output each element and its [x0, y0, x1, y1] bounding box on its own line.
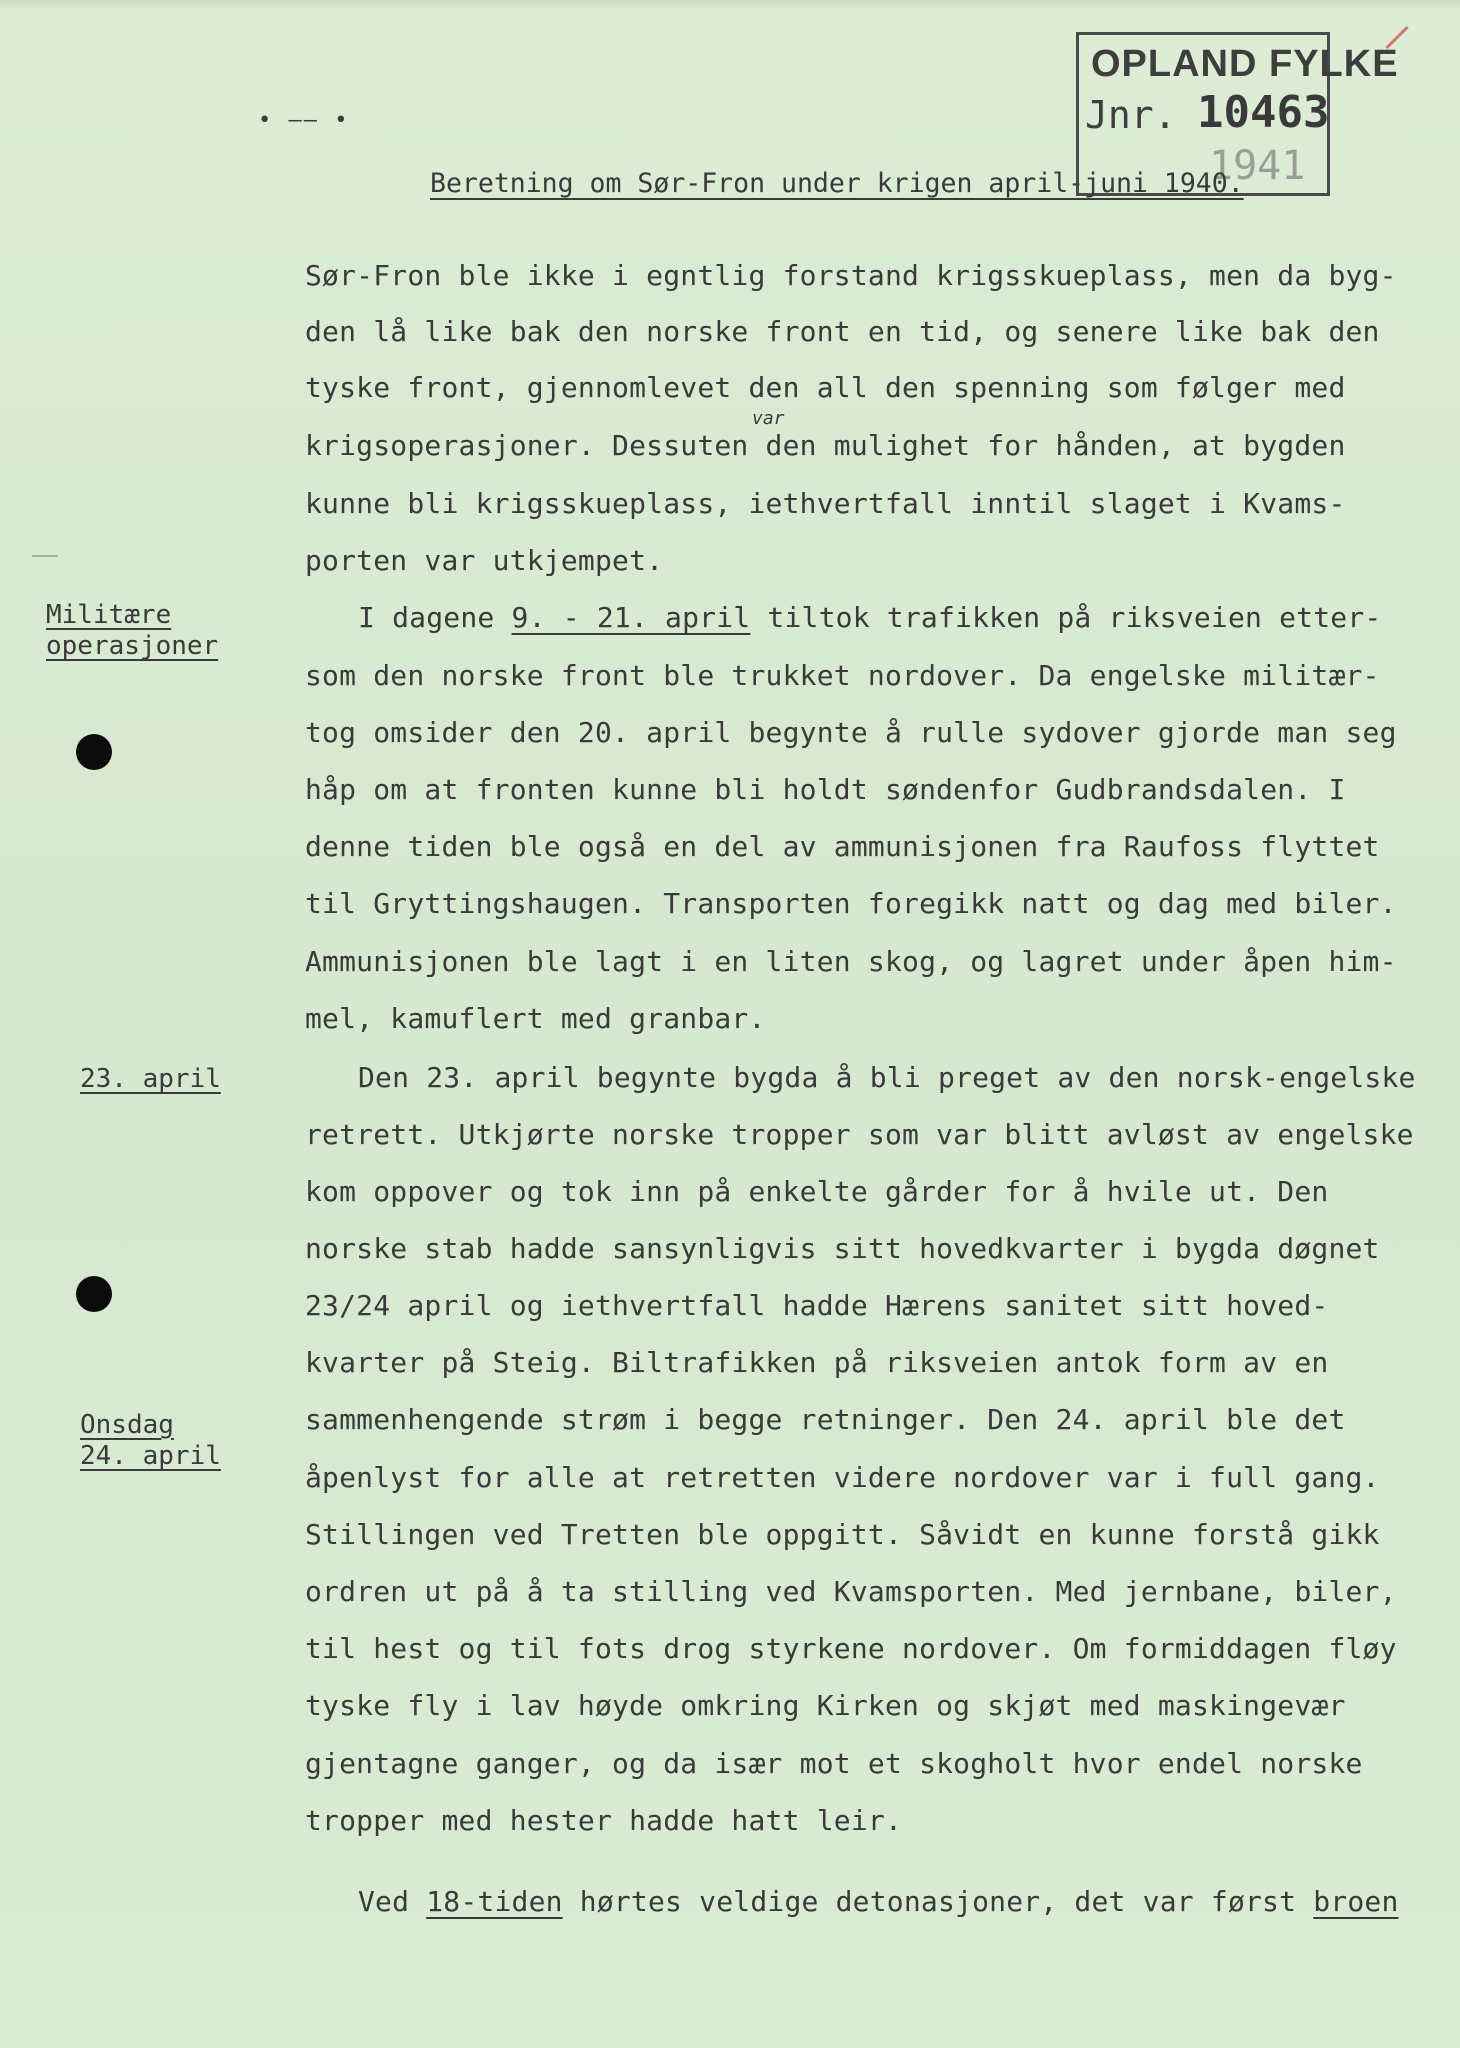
text-line: retrett. Utkjørte norske tropper som var blitt avløst av engelske — [305, 1118, 1414, 1151]
text-line: åpenlyst for alle at retretten videre nordover var i full gang. — [305, 1461, 1380, 1494]
text-line: som den norske front ble trukket nordover. Da engelske militær- — [305, 659, 1380, 692]
text-line: ordren ut på å ta stilling ved Kvamsporten. Med jernbane, biler, — [305, 1575, 1397, 1608]
text-line — [358, 601, 1382, 634]
text-line: håp om at fronten kunne bli holdt søndenfor Gudbrandsdalen. I — [305, 773, 1346, 806]
stamp-number: 10463 — [1197, 87, 1330, 138]
margin-note-line: 23. april — [80, 1064, 221, 1094]
document-title: Beretning om Sør-Fron under krigen april-juni 1940. — [430, 168, 1244, 199]
text-line: kunne bli krigsskueplass, iethvertfall inntil slaget i Kvams- — [305, 487, 1346, 520]
text-line: gjentagne ganger, og da især mot et skogholt hvor endel norske — [305, 1747, 1363, 1780]
text-line: porten var utkjempet. — [305, 544, 664, 577]
text-line: tyske fly i lav høyde omkring Kirken og skjøt med maskingevær — [305, 1689, 1346, 1722]
margin-note-military — [46, 600, 218, 662]
stamp-jnr-label: Jnr. — [1085, 93, 1177, 137]
text-line: kom oppover og tok inn på enkelte gårder for å hvile ut. Den — [305, 1175, 1329, 1208]
underlined-date: 9. - 21. april — [511, 601, 751, 634]
text-line: til hest og til fots drog styrkene nordover. Om formiddagen fløy — [305, 1632, 1397, 1665]
margin-note-onsdag — [80, 1410, 221, 1472]
text-segment: I dagene — [358, 601, 512, 634]
text-line: denne tiden ble også en del av ammunisjonen fra Raufoss flyttet — [305, 830, 1380, 863]
header-mark: • —— • — [258, 108, 350, 133]
text-line: til Gryttingshaugen. Transporten foregikk natt og dag med biler. — [305, 887, 1397, 920]
text-segment: Ved — [358, 1885, 427, 1918]
text-line: 23/24 april og iethvertfall hadde Hærens sanitet sitt hoved- — [305, 1289, 1329, 1322]
text-line: Den 23. april begynte bygda å bli preget av den norsk-engelske — [358, 1061, 1416, 1094]
text-line: tog omsider den 20. april begynte å rulle sydover gjorde man seg — [305, 716, 1397, 749]
margin-tick — [32, 555, 58, 557]
text-line: den lå like bak den norske front en tid, og senere like bak den — [305, 315, 1380, 348]
text-line: sammenhengende strøm i begge retninger. Den 24. april ble det — [305, 1403, 1346, 1436]
margin-note-april23 — [80, 1064, 221, 1095]
underlined-word: broen — [1313, 1885, 1399, 1918]
text-line: Ammunisjonen ble lagt i en liten skog, og lagret under åpen him- — [305, 945, 1397, 978]
underlined-time: 18-tiden — [426, 1885, 563, 1918]
margin-note-line: Onsdag — [80, 1410, 174, 1440]
text-line: kvarter på Steig. Biltrafikken på riksveien antok form av en — [305, 1346, 1329, 1379]
stamp-year: 1941 — [1209, 143, 1306, 189]
handwritten-insertion: var — [752, 408, 785, 429]
margin-note-line: operasjoner — [46, 631, 219, 662]
text-line: tyske front, gjennomlevet den all den spenning som følger med — [305, 371, 1346, 404]
text-line: Stillingen ved Tretten ble oppgitt. Såvidt en kunne forstå gikk — [305, 1518, 1380, 1551]
text-line: norske stab hadde sansynligvis sitt hovedkvarter i bygda døgnet — [305, 1232, 1380, 1265]
punch-hole — [76, 734, 112, 770]
text-segment: tiltok trafikken på riksveien etter- — [750, 601, 1382, 634]
punch-hole — [76, 1276, 112, 1312]
text-line: krigsoperasjoner. Dessuten den mulighet for hånden, at bygden — [305, 429, 1346, 462]
text-line: mel, kamuflert med granbar. — [305, 1002, 766, 1035]
text-line: Sør-Fron ble ikke i egntlig forstand krigsskueplass, men da byg- — [305, 259, 1397, 292]
page-edge — [0, 0, 1460, 10]
text-segment: hørtes veldige detonasjoner, det var først — [562, 1885, 1314, 1918]
stamp-title: OPLAND FYLKE — [1091, 43, 1399, 85]
text-line: tropper med hester hadde hatt leir. — [305, 1804, 903, 1837]
text-line — [358, 1885, 1399, 1918]
margin-note-line: 24. april — [80, 1441, 221, 1472]
margin-note-line: Militære — [46, 600, 172, 630]
